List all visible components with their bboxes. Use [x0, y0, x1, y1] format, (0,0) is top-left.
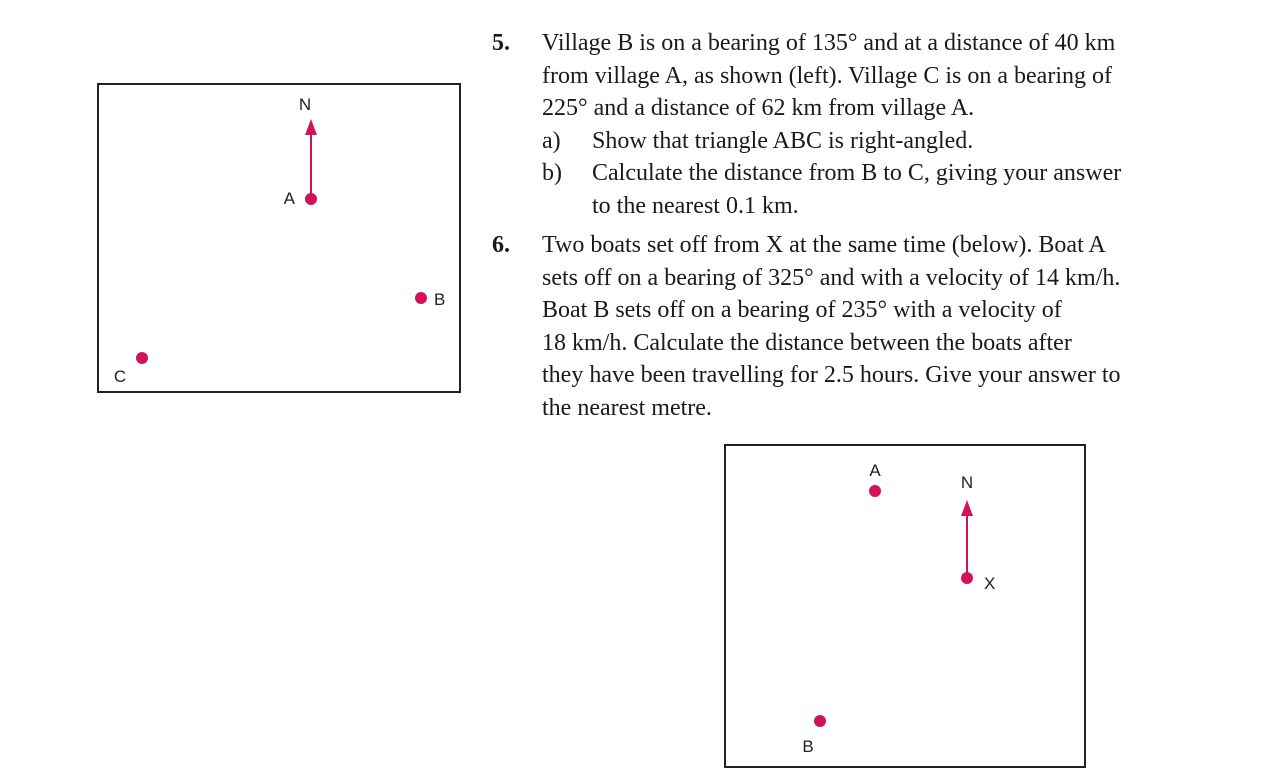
point-a-label: A — [283, 189, 295, 208]
north-label: N — [960, 473, 974, 492]
point-a-label: A — [869, 461, 881, 480]
village-bearing-diagram — [97, 83, 461, 393]
point-b — [415, 292, 427, 304]
question-text-line: Village B is on a bearing of 135° and at a distance of 40 km — [542, 30, 1116, 56]
part-text: Calculate the distance from B to C, giving your answer — [592, 160, 1122, 186]
boats-bearing-svg — [726, 446, 1084, 766]
question-text-line: the nearest metre. — [542, 394, 712, 421]
village-bearing-svg — [99, 85, 459, 391]
question-text-line: sets off on a bearing of 325° and with a velocity of 14 km/h. — [542, 264, 1121, 291]
question-text-line: 18 km/h. Calculate the distance between the boats after — [542, 329, 1072, 356]
boats-bearing-diagram — [724, 444, 1086, 768]
point-a — [305, 193, 317, 205]
point-x — [961, 572, 973, 584]
point-b-label: B — [802, 737, 814, 756]
north-label: N — [298, 95, 312, 114]
part-mark: a) — [542, 127, 561, 154]
question-number: 6. — [492, 232, 510, 258]
point-a — [869, 485, 881, 497]
question-text-line: Boat B sets off on a bearing of 235° with a velocity of — [542, 297, 1062, 323]
question-text-line: 225° and a distance of 62 km from village A. — [542, 95, 975, 121]
north-arrow-icon — [961, 500, 973, 516]
question-text-line: they have been travelling for 2.5 hours. Give your answer to — [542, 362, 1121, 388]
point-c-label: C — [113, 367, 127, 386]
part-text: Show that triangle ABC is right-angled. — [592, 127, 974, 154]
question-text-line: from village A, as shown (left). Village C is on a bearing of — [542, 62, 1112, 89]
north-arrow-icon — [305, 119, 317, 135]
point-b-label: B — [434, 290, 446, 309]
part-text: to the nearest 0.1 km. — [592, 192, 799, 219]
point-b — [814, 715, 826, 727]
point-x-label: X — [984, 574, 996, 593]
part-mark: b) — [542, 160, 562, 186]
question-6 — [492, 229, 1267, 429]
point-c — [136, 352, 148, 364]
question-text-line: Two boats set off from X at the same time (below). Boat A — [542, 232, 1106, 258]
question-number: 5. — [492, 30, 510, 56]
question-5 — [492, 27, 1262, 227]
